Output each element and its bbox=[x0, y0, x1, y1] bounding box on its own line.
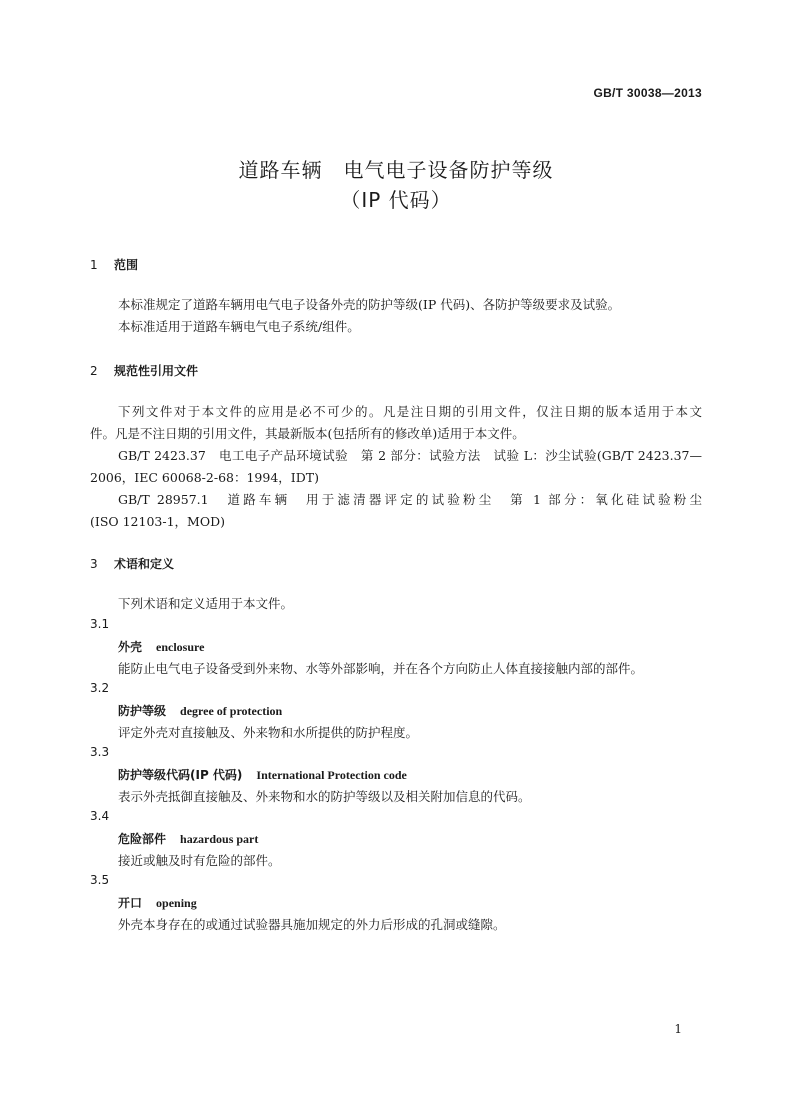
term-definition: 能防止电气电子设备受到外来物、水等外部影响，并在各个方向防止人体直接接触内部的部件。 bbox=[118, 661, 644, 676]
clause-number: 3.2 bbox=[90, 681, 110, 695]
section-title: 术语和定义 bbox=[114, 557, 175, 571]
term-entry bbox=[118, 638, 204, 655]
clause-number: 3.3 bbox=[90, 745, 110, 759]
section-number: 3 bbox=[90, 557, 98, 571]
term-zh: 防护等级 bbox=[118, 704, 167, 718]
reference-1-line-1: GB/T 2423.37 电工电子产品环境试验 第 2 部分：试验方法 试验 L：沙尘试验(GB/T 2423.37— bbox=[118, 448, 702, 463]
term-definition: 表示外壳抵御直接触及、外来物和水的防护等级以及相关附加信息的代码。 bbox=[118, 789, 531, 804]
term-en: enclosure bbox=[156, 640, 205, 654]
document-number: GB/T 30038—2013 bbox=[593, 86, 702, 100]
section-title: 规范性引用文件 bbox=[114, 364, 199, 378]
term-definition: 评定外壳对直接触及、外来物和水所提供的防护程度。 bbox=[118, 725, 419, 740]
section-2-heading bbox=[90, 362, 198, 379]
term-zh: 开口 bbox=[118, 896, 143, 910]
term-zh: 防护等级代码(IP 代码) bbox=[118, 768, 243, 782]
references-intro-line-1: 下列文件对于本文件的应用是必不可少的。凡是注日期的引用文件，仅注日期的版本适用于本文 bbox=[118, 404, 702, 419]
scope-paragraph-2: 本标准适用于道路车辆电气电子系统/组件。 bbox=[118, 319, 360, 334]
term-entry bbox=[118, 766, 407, 783]
term-en: International Protection code bbox=[256, 768, 407, 782]
section-title: 范围 bbox=[114, 258, 139, 272]
reference-1-line-2: 2006，IEC 60068-2-68：1994，IDT) bbox=[90, 470, 319, 485]
term-en: opening bbox=[156, 896, 197, 910]
term-definition: 接近或触及时有危险的部件。 bbox=[118, 853, 281, 868]
references-intro-line-2: 件。凡是不注日期的引用文件，其最新版本(包括所有的修改单)适用于本文件。 bbox=[90, 426, 525, 441]
term-en: degree of protection bbox=[180, 704, 283, 718]
section-number: 2 bbox=[90, 364, 98, 378]
document-title: 道路车辆 电气电子设备防护等级 bbox=[238, 158, 554, 182]
clause-number: 3.5 bbox=[90, 873, 110, 887]
clause-number: 3.1 bbox=[90, 617, 110, 631]
page-number: 1 bbox=[674, 1022, 682, 1036]
term-zh: 外壳 bbox=[118, 640, 143, 654]
term-en: hazardous part bbox=[180, 832, 259, 846]
scope-paragraph-1: 本标准规定了道路车辆用电气电子设备外壳的防护等级(IP 代码)、各防护等级要求及试验。 bbox=[118, 297, 621, 312]
section-number: 1 bbox=[90, 258, 98, 272]
term-zh: 危险部件 bbox=[118, 832, 167, 846]
terms-intro: 下列术语和定义适用于本文件。 bbox=[118, 596, 294, 611]
term-entry bbox=[118, 702, 282, 719]
section-1-heading bbox=[90, 256, 138, 273]
clause-number: 3.4 bbox=[90, 809, 110, 823]
term-entry bbox=[118, 894, 197, 911]
section-3-heading bbox=[90, 555, 174, 572]
reference-2-line-2: (ISO 12103-1，MOD) bbox=[90, 514, 225, 529]
term-definition: 外壳本身存在的或通过试验器具施加规定的外力后形成的孔洞或缝隙。 bbox=[118, 917, 506, 932]
document-subtitle: （IP 代码） bbox=[340, 188, 452, 212]
term-entry bbox=[118, 830, 258, 847]
reference-2-line-1: GB/T 28957.1 道路车辆 用于滤清器评定的试验粉尘 第 1 部分：氧化硅试验粉尘 bbox=[118, 492, 702, 507]
